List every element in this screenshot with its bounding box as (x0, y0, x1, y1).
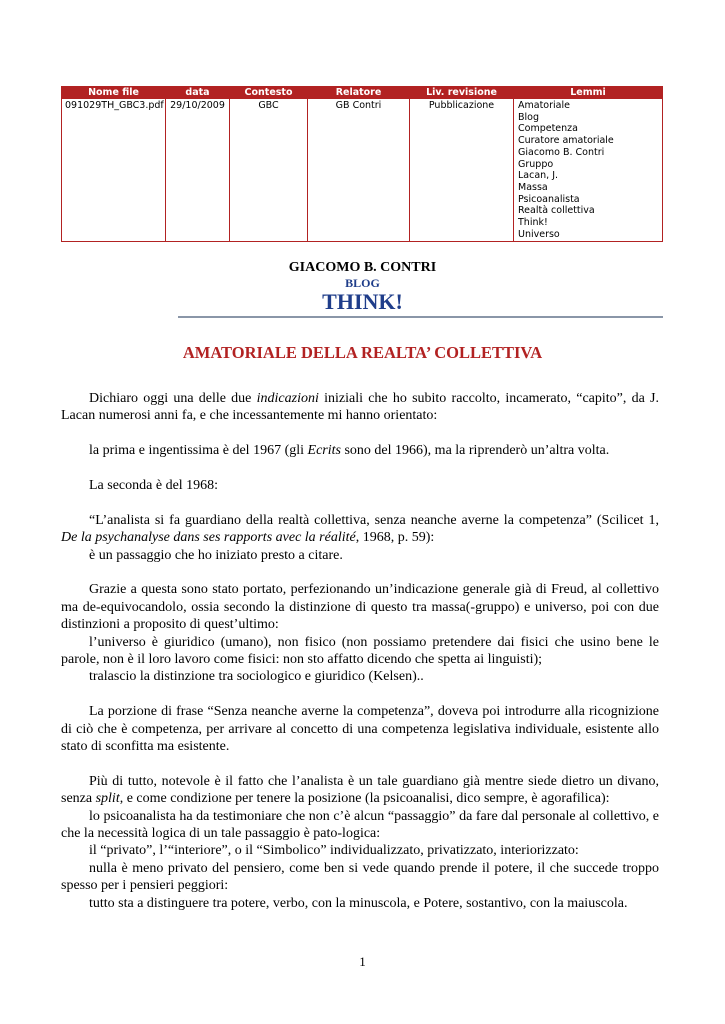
header-lemmi: Lemmi (514, 87, 663, 99)
text-run: Dichiaro oggi una delle due (89, 391, 257, 406)
paragraph (61, 512, 659, 547)
text-run: sono del 1966), ma la riprenderò un’altra volta. (340, 443, 610, 459)
lemma-item: Lacan, J. (518, 170, 559, 182)
lemma-item: Competenza (518, 123, 578, 135)
paragraph: La seconda è del 1968: (89, 478, 219, 493)
paragraph: La porzione di frase “Senza neanche averne la competenza”, doveva poi introdurre alla ricognizione di ciò che è competenza, per arrivare al concetto di una competenza legislativa individuale, esistente allo stato di sconfitta ma esistente. (61, 704, 659, 755)
cell-file-name: 091029TH_GBC3.pdf (62, 99, 166, 242)
cell-lemmi (514, 99, 663, 242)
paragraph: l’universo è giuridico (umano), non fisico (non possiamo pretendere dai fisici che usino bene le parole, non è il loro lavoro come fisici: non sto affatto dicendo che spetta ai linguisti); (61, 634, 659, 668)
italic-text: indicazioni (256, 391, 319, 406)
lemma-item: Think! (518, 217, 548, 229)
article-title: AMATORIALE DELLA REALTA’ COLLETTIVA (182, 343, 543, 362)
lemma-item: Giacomo B. Contri (518, 146, 605, 158)
lemma-item: Psicoanalista (518, 193, 580, 205)
lemma-item: Realtà collettiva (518, 205, 595, 217)
table-row (62, 99, 663, 242)
cell-context: GBC (230, 99, 308, 242)
paragraph (61, 390, 659, 425)
blog-label: BLOG (345, 276, 380, 290)
lemma-item: Gruppo (518, 158, 554, 170)
header-data: data (166, 87, 230, 99)
lemma-item: Universo (518, 228, 560, 240)
lemma-item: Blog (518, 111, 539, 123)
italic-text: split (95, 791, 120, 807)
paragraph: il “privato”, l’“interiore”, o il “Simbolico” individualizzato, privatizzato, interiorizzato: (89, 843, 579, 859)
paragraph: tutto sta a distinguere tra potere, verbo, con la minuscola, e Potere, sostantivo, con la maiuscola. (89, 895, 628, 911)
header-liv-revisione: Liv. revisione (410, 87, 514, 99)
paragraph (61, 773, 659, 808)
italic-text: De la psychanalyse dans ses rapports avec la réalité (61, 530, 356, 546)
cell-date: 29/10/2009 (166, 99, 230, 242)
lemma-item: Curatore amatoriale (518, 135, 614, 147)
cell-speaker: GB Contri (308, 99, 410, 242)
page-number: 1 (359, 954, 366, 969)
header-divider (178, 316, 663, 318)
header-relatore: Relatore (308, 87, 410, 99)
blog-title: THINK! (322, 289, 403, 314)
header-contesto: Contesto (230, 87, 308, 99)
author-name: GIACOMO B. CONTRI (288, 260, 437, 275)
text-run: la prima e ingentissima è del 1967 (gli (89, 443, 308, 459)
text-run: iniziali che ho subito raccolto, incamerato, “capito”, da J. Lacan numerosi anni fa, e che incessantemente mi hanno orientato: (61, 391, 659, 424)
cell-revision: Pubblicazione (410, 99, 514, 242)
paragraph (61, 442, 659, 459)
metadata-table (61, 86, 663, 242)
table-header-row (62, 87, 663, 99)
article-body (61, 390, 659, 912)
paragraph: nulla è meno privato del pensiero, come ben si vede quando prende il potere, il che succede troppo spesso per i pensieri peggiori: (61, 860, 659, 894)
paragraph: tralascio la distinzione tra sociologico e giuridico (Kelsen).. (89, 669, 424, 685)
paragraph: lo psicoanalista ha da testimoniare che non c’è alcun “passaggio” da fare dal personale al collettivo, e che la necessità logica di un tale passaggio è pato-logica: (61, 808, 659, 842)
text-run: , 1968, p. 59): (355, 530, 435, 546)
text-run: “L’analista si fa guardiano della realtà collettiva, senza neanche averne la competenza” (Scilicet 1, (89, 512, 659, 528)
paragraph: è un passaggio che ho iniziato presto a citare. (89, 547, 343, 563)
text-run: , e come condizione per tenere la posizione (la psicoanalisi, dico sempre, è agorafilica): (119, 791, 610, 807)
text-run: Più di tutto, notevole è il fatto che l’analista è un tale guardiano già mentre siede dietro un divano, senza (61, 773, 659, 807)
paragraph: Grazie a questa sono stato portato, perfezionando un’indicazione generale già di Freud, al collettivo ma de-equivocandolo, ossia secondo la distinzione di questo tra massa(-gruppo) e universo, poi con due distinzioni a proposito di quest’ultimo: (61, 582, 659, 633)
header-nome-file: Nome file (62, 87, 166, 99)
lemma-item: Massa (518, 181, 548, 193)
lemma-item: Amatoriale (518, 100, 570, 111)
italic-text: Ecrits (307, 443, 341, 459)
